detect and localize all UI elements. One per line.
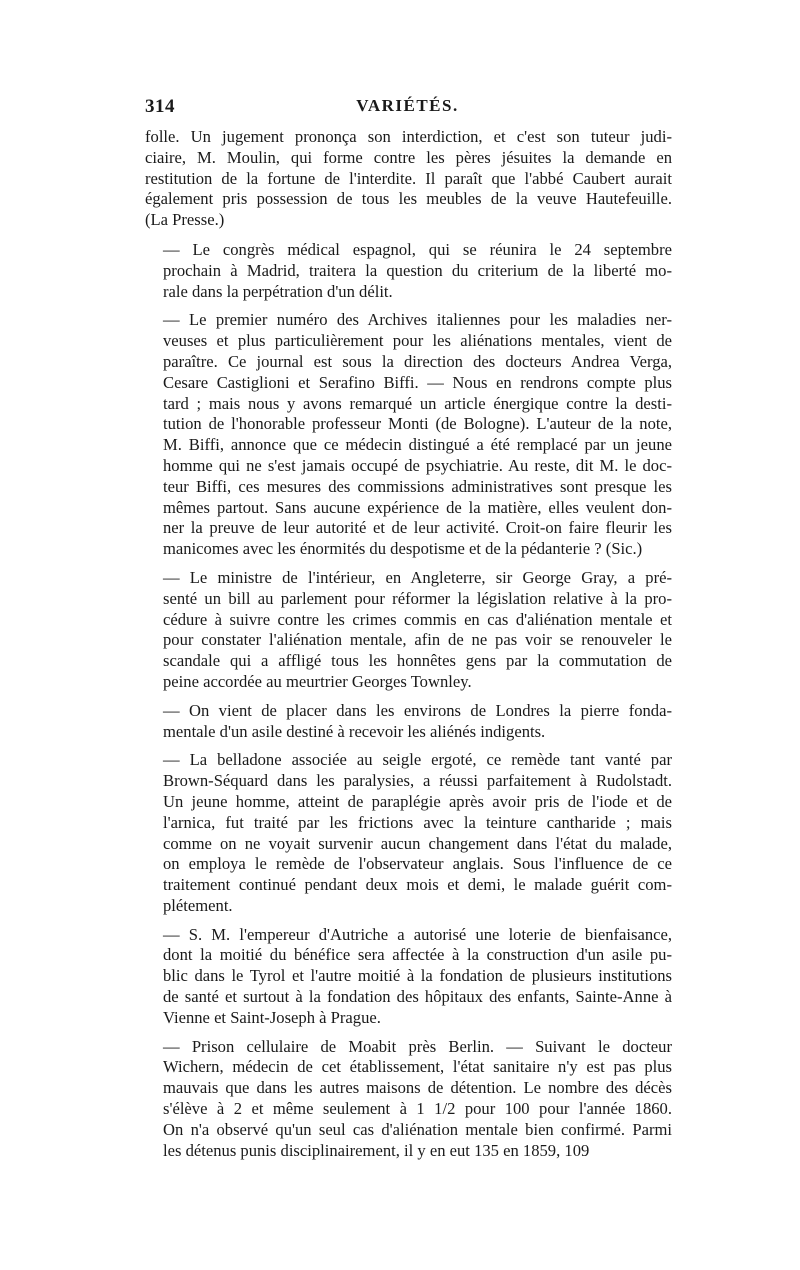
- paragraph-empereur-autriche: [145, 925, 672, 1029]
- text-line: Un jeune homme, atteint de paraplégie après avoir pris de l'iode et de: [163, 791, 672, 811]
- text-line: mêmes partout. Sans aucune expérience de la matière, elles veulent don-: [163, 497, 672, 517]
- text-line: l'arnica, fut traité par les frictions avec la teinture cantharide ; mais: [163, 812, 672, 832]
- text-line: senté un bill au parlement pour réformer la législation relative à la pro-: [163, 588, 672, 608]
- text-line: — Prison cellulaire de Moabit près Berlin. — Suivant le docteur: [163, 1036, 672, 1056]
- text-line: — Le congrès médical espagnol, qui se réunira le 24 septembre: [163, 239, 672, 259]
- text-line: homme qui ne s'est jamais occupé de psychiatrie. Au reste, dit M. le doc-: [163, 455, 672, 475]
- text-line: folle. Un jugement prononça son interdiction, et c'est son tuteur judi-: [145, 127, 672, 146]
- text-line: dont la moitié du bénéfice sera affectée à la construction d'un asile pu-: [163, 945, 672, 965]
- text-line: cédure à suivre contre les crimes commis en cas d'aliénation mentale et: [163, 609, 672, 629]
- text-line: restitution de la fortune de l'interdite. Il paraît que l'abbé Caubert aurait: [145, 168, 672, 188]
- text-line: mauvais que dans les autres maisons de détention. Le nombre des décès: [163, 1078, 672, 1098]
- running-title: VARIÉTÉS.: [356, 96, 459, 115]
- text-line: manicomes avec les énormités du despotisme et de la pédanterie ? (Sic.): [163, 539, 643, 559]
- text-line: — Le premier numéro des Archives italiennes pour les maladies ner-: [163, 310, 672, 330]
- text-line: On n'a observé qu'un seul cas d'aliénation mentale bien confirmé. Parmi: [163, 1119, 672, 1139]
- text-line: on employa le remède de l'observateur anglais. Sous l'influence de ce: [163, 854, 672, 874]
- text-line: pour constater l'aliénation mentale, afin de ne pas voir se renouveler le: [163, 630, 672, 650]
- text-line: tution de l'honorable professeur Monti (de Bologne). L'auteur de la note,: [163, 414, 672, 434]
- text-line: plétement.: [163, 895, 233, 915]
- page-body: [145, 127, 672, 1169]
- paragraph-continued: [145, 127, 672, 231]
- text-line: de santé et surtout à la fondation des hôpitaux des enfants, Sainte-Anne à: [163, 987, 672, 1007]
- text-line: Brown-Séquard dans les paralysies, a réussi parfaitement à Rudolstadt.: [163, 771, 672, 791]
- text-line: prochain à Madrid, traitera la question du criterium de la liberté mo-: [163, 260, 672, 280]
- text-line: scandale qui a affligé tous les honnêtes gens par la commutation de: [163, 651, 672, 671]
- text-line: traitement continué pendant deux mois et demi, le malade guérit com-: [163, 875, 672, 895]
- text-line: M. Biffi, annonce que ce médecin distingué a été remplacé par un jeune: [163, 435, 672, 455]
- text-line: ner la preuve de leur autorité et de leur activité. Croit-on faire fleurir les: [163, 518, 672, 538]
- text-line: veuses et plus particulièrement pour les aliénations mentales, vient de: [163, 331, 672, 351]
- text-line: rale dans la perpétration d'un délit.: [163, 281, 393, 301]
- text-line: — On vient de placer dans les environs de Londres la pierre fonda-: [163, 700, 672, 720]
- text-line: mentale d'un asile destiné à recevoir les aliénés indigents.: [163, 721, 546, 741]
- text-line: — La belladone associée au seigle ergoté, ce remède tant vanté par: [163, 750, 672, 770]
- text-line: ciaire, M. Moulin, qui forme contre les pères jésuites la demande en: [145, 147, 672, 167]
- text-line: Vienne et Saint-Joseph à Prague.: [163, 1007, 381, 1027]
- text-line: — Le ministre de l'intérieur, en Angleterre, sir George Gray, a pré-: [163, 567, 672, 587]
- paragraph-congres-medical: [145, 240, 672, 302]
- text-line: teur Biffi, ces mesures des commissions administratives sont presque les: [163, 476, 672, 496]
- paragraph-asile-londres: [145, 701, 672, 743]
- paragraph-belladone: [145, 750, 672, 916]
- text-line: Cesare Castiglioni et Serafino Biffi. — Nous en rendrons compte plus: [163, 372, 672, 392]
- paragraph-archives-italiennes: [145, 310, 672, 560]
- text-line: Wichern, médecin de cet établissement, l'état sanitaire n'y est pas plus: [163, 1057, 672, 1077]
- text-line: — S. M. l'empereur d'Autriche a autorisé une loterie de bienfaisance,: [163, 924, 672, 944]
- text-line: également pris possession de tous les meubles de la veuve Hautefeuille.: [145, 189, 672, 209]
- text-line: blic dans le Tyrol et l'autre moitié à la fondation de plusieurs institutions: [163, 966, 672, 986]
- text-line: tard ; mais nous y avons remarqué un article énergique contre la desti-: [163, 393, 672, 413]
- text-line: paraître. Ce journal est sous la direction des docteurs Andrea Verga,: [163, 351, 672, 371]
- text-line: les détenus punis disciplinairement, il y en eut 135 en 1859, 109: [163, 1140, 590, 1160]
- text-line: peine accordée au meurtrier Georges Townley.: [163, 671, 472, 691]
- text-line: comme on ne voyait survenir aucun changement dans l'état du malade,: [163, 833, 672, 853]
- text-line: (La Presse.): [145, 210, 225, 230]
- paragraph-prison-moabit: [145, 1037, 672, 1162]
- page-number: 314: [145, 96, 175, 117]
- text-line: s'élève à 2 et même seulement à 1 1/2 pour 100 pour l'année 1860.: [163, 1099, 672, 1119]
- page-header: [145, 96, 670, 120]
- paragraph-ministre-interieur: [145, 568, 672, 693]
